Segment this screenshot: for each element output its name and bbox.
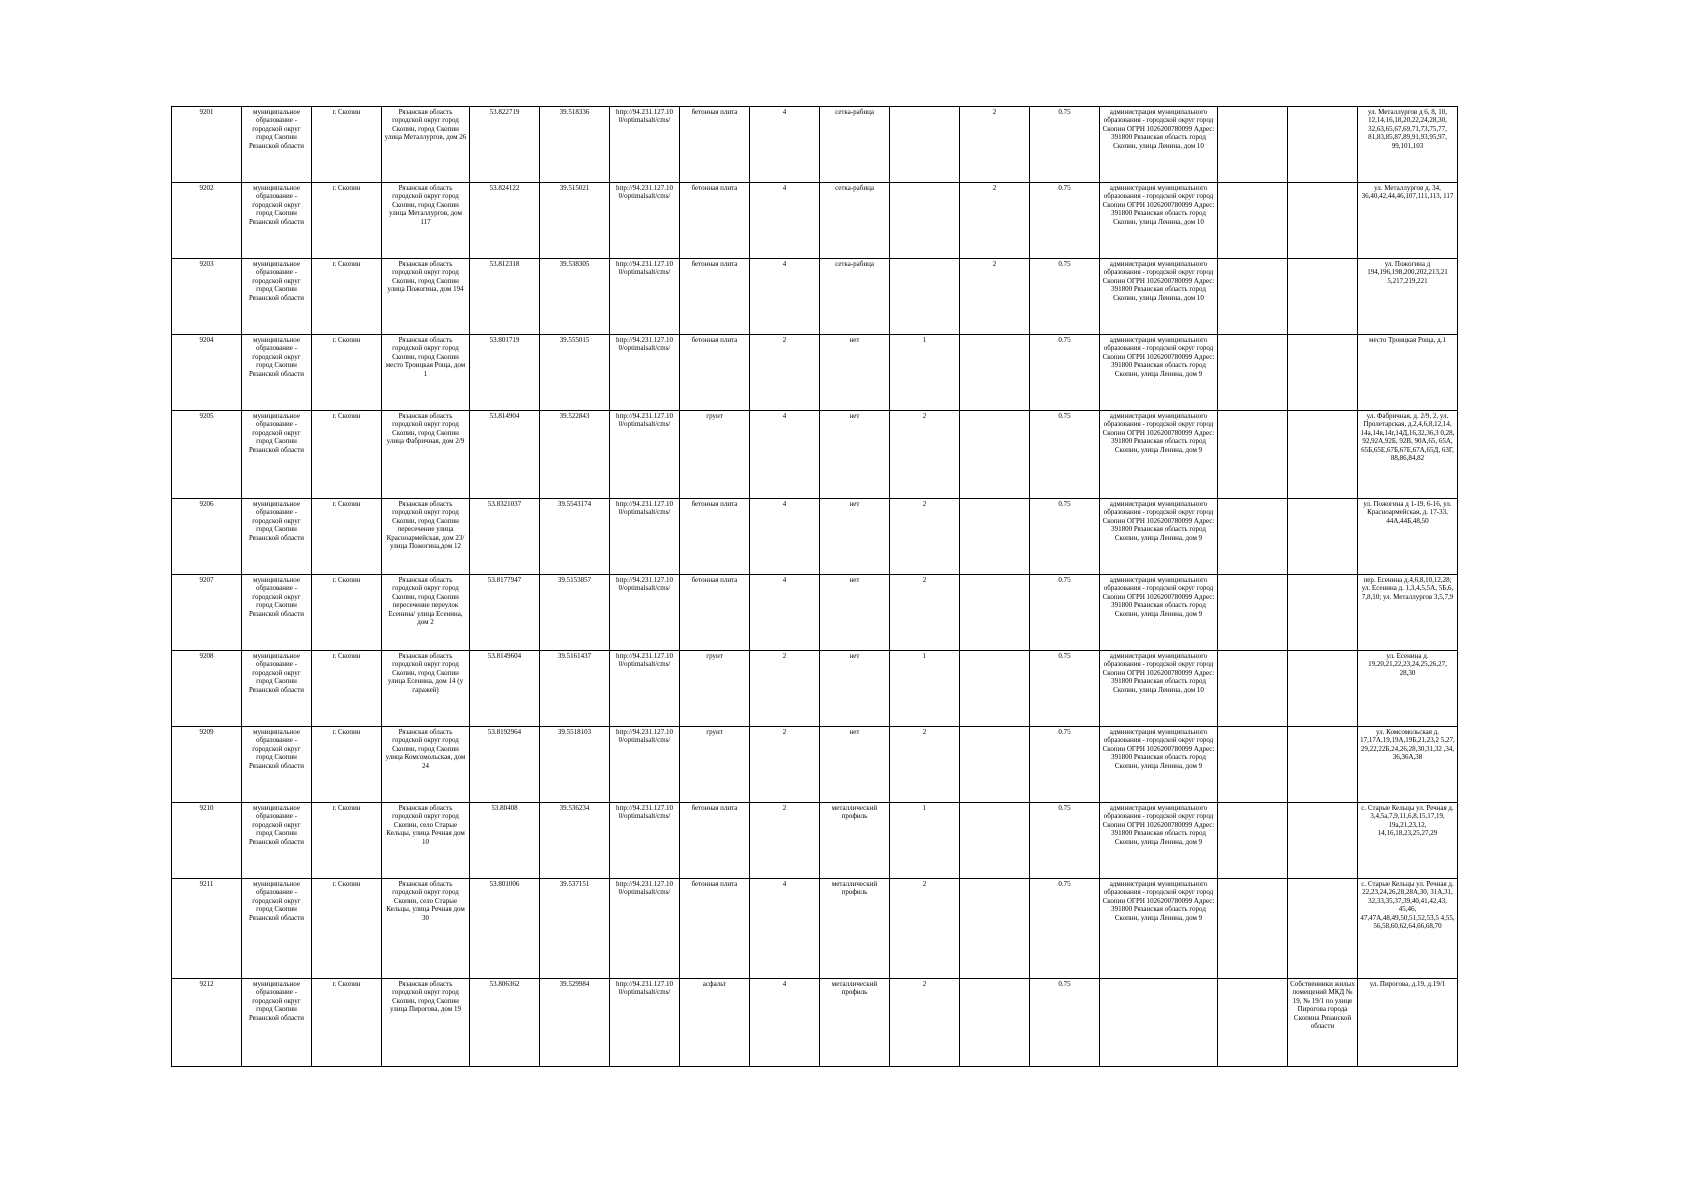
table-cell: Собственники жилых помещений МКД № 19, № 19/1 по улице Пирогова города Скопина Рязанской области [1288,979,1358,1067]
table-cell: Рязанская область городской округ город Скопин, село Старые Кельцы, улица Речная дом 30 [382,879,470,979]
table-cell [890,259,960,335]
table-cell: 39.529984 [540,979,610,1067]
table-cell [960,499,1030,575]
table-cell [1288,879,1358,979]
table-cell: бетонная плита [680,879,750,979]
table-cell: 2 [750,727,820,803]
table-cell: г. Скопин [312,803,382,879]
table-cell: 2 [890,727,960,803]
table-cell [1288,499,1358,575]
table-cell: металлический профиль [820,979,890,1067]
table-cell [1218,183,1288,259]
table-cell: 39.515021 [540,183,610,259]
table-cell: 9212 [172,979,242,1067]
table-cell [1288,107,1358,183]
table-cell: Рязанская область городской округ город Скопин, город Скопин улица Металлургов, дом 117 [382,183,470,259]
table-cell: администрация муниципального образования - городской округ город Скопин ОГРН 1026200780099 Адрес: 391800 Рязанская область город Скопин, улица Ленина, дом 9 [1100,727,1218,803]
table-cell: 0.75 [1030,979,1100,1067]
container-site-registry-table [171,106,1458,1067]
table-cell: 2 [890,979,960,1067]
table-cell: 53.80408 [470,803,540,879]
table-cell: http://94.231.127.10 0/optimalsalt/cms/ [610,107,680,183]
table-cell: 2 [890,499,960,575]
table-cell: Рязанская область городской округ город Скопин, город Скопин место Троицкая Роща, дом 1 [382,335,470,411]
table-cell: 39.5518103 [540,727,610,803]
table-cell: 2 [890,575,960,651]
table-cell [960,979,1030,1067]
table-cell: 39.555015 [540,335,610,411]
table-cell: 9205 [172,411,242,499]
table-cell: ул. Фабричная, д. 2/9, 2, ул. Пролетарская, д.2,4,6,8,12,14, 14а,14в,14г,14Д,16,32,36,3 0,28, 92,92А,92Б, 92В, 90А,65, 65А, 65Б,65Е,67Б,67Е,67А,65Д, 63Г, 88,86,84,82 [1358,411,1458,499]
table-cell: 1 [890,803,960,879]
table-cell: 0.75 [1030,259,1100,335]
table-cell: администрация муниципального образования - городской округ город Скопин ОГРН 1026200780099 Адрес: 391800 Рязанская область город Скопин, улица Ленина, дом 10 [1100,183,1218,259]
table-row [172,499,1458,575]
table-cell: 53.822719 [470,107,540,183]
table-cell: 9201 [172,107,242,183]
table-cell: металлический профиль [820,879,890,979]
table-cell: грунт [680,411,750,499]
table-cell: ул. Пирогова, д.19, д.19/1 [1358,979,1458,1067]
table-cell: бетонная плита [680,575,750,651]
table-cell: с. Старые Кельцы ул. Речная д. 22,23,24,26,28,28А,30, 31А,31, 32,33,35,37,39,40,41,42,43, 45,46, 47,47А,48,49,50,51,52,53,5 4,55, 56,58,60,62,64,66,68,70 [1358,879,1458,979]
table-cell [960,411,1030,499]
table-cell: 53.801719 [470,335,540,411]
table-cell: г. Скопин [312,575,382,651]
table-cell: Рязанская область городской округ город Скопин, город Скопин улица Комсомольская, дом 24 [382,727,470,803]
table-cell: сетка-рабица [820,107,890,183]
table-cell: бетонная плита [680,335,750,411]
table-cell: 0.75 [1030,879,1100,979]
table-cell: 9206 [172,499,242,575]
table-cell: ул. Металлургов д 6, 8, 10, 12,14,16,18,20,22,24,28,30, 32,63,65,67,69,71,73,75,77, 81,83,85,87,89,91,93,95,97, 99,101,103 [1358,107,1458,183]
table-cell: администрация муниципального образования - городской округ город Скопин ОГРН 1026200780099 Адрес: 391800 Рязанская область город Скопин, улица Ленина, дом 9 [1100,335,1218,411]
table-cell: муниципальное образование - городской округ город Скопин Рязанской области [242,499,312,575]
table-cell: 9204 [172,335,242,411]
table-cell: г. Скопин [312,651,382,727]
table-cell: 53.812318 [470,259,540,335]
table-cell: 1 [890,335,960,411]
table-cell: 0.75 [1030,411,1100,499]
table-cell [890,107,960,183]
table-cell [1288,411,1358,499]
table-row [172,107,1458,183]
table-cell [960,879,1030,979]
table-cell: г. Скопин [312,183,382,259]
table-cell: 53.8321037 [470,499,540,575]
table-cell: 2 [960,107,1030,183]
table-cell [1218,979,1288,1067]
table-cell: 2 [890,411,960,499]
table-cell: 9210 [172,803,242,879]
table-cell: http://94.231.127.10 0/optimalsalt/cms/ [610,803,680,879]
table-cell: бетонная плита [680,107,750,183]
table-cell: ул. Есенина д. 19,20,21,22,23,24,25,26,27, 28,30 [1358,651,1458,727]
table-cell: 39.536234 [540,803,610,879]
table-cell: нет [820,411,890,499]
table-cell: 39.522843 [540,411,610,499]
table-cell: сетка-рабица [820,183,890,259]
table-cell: нет [820,499,890,575]
table-cell [1288,727,1358,803]
table-cell [960,575,1030,651]
table-cell: бетонная плита [680,499,750,575]
table-cell: сетка-рабица [820,259,890,335]
table-cell: Рязанская область городской округ город Скопин, город Скопин улица Фабричная, дом 2/9 [382,411,470,499]
table-cell [890,183,960,259]
table-cell: 2 [960,259,1030,335]
table-cell: нет [820,727,890,803]
table-cell: http://94.231.127.10 0/optimalsalt/cms/ [610,879,680,979]
table-cell: 9202 [172,183,242,259]
table-cell: нет [820,575,890,651]
table-cell: ул. Пожогина д 1-19, 6-16, ул. Красноармейская, д. 17-33, 44А,44Б,48,50 [1358,499,1458,575]
table-cell: муниципальное образование - городской округ город Скопин Рязанской области [242,411,312,499]
table-cell: 39.5161437 [540,651,610,727]
table-cell [1218,335,1288,411]
table-cell [1288,803,1358,879]
table-cell: 9211 [172,879,242,979]
table-cell: 4 [750,879,820,979]
table-cell: 0.75 [1030,575,1100,651]
table-cell: 0.75 [1030,499,1100,575]
table-cell: 53.8177947 [470,575,540,651]
table-cell: Рязанская область городской округ город Скопин, город Скопин улица Металлургов, дом 26 [382,107,470,183]
table-cell [1218,803,1288,879]
table-cell: пер. Есенина д.4,6,8,10,12,28; ул. Есенина д. 1,3,4,5,5А, 5Б,6, 7,8,10; ул. Металлургов 3,5,7,9 [1358,575,1458,651]
table-cell: Рязанская область городской округ город Скопин, город Скопин улица Пожогина, дом 194 [382,259,470,335]
table-cell: Рязанская область городской округ город Скопин, село Старые Кельцы, улица Речная дом 10 [382,803,470,879]
table-cell [1218,499,1288,575]
table-cell: Рязанская область городской округ город Скопин, город Скопин улица Пирогова, дом 19 [382,979,470,1067]
table-cell: 53.801006 [470,879,540,979]
table-cell [960,727,1030,803]
table-cell: муниципальное образование - городской округ город Скопин Рязанской области [242,727,312,803]
table-cell: муниципальное образование - городской округ город Скопин Рязанской области [242,575,312,651]
table-row [172,259,1458,335]
table-cell: Рязанская область городской округ город Скопин, город Скопин улица Есенина, дом 14 (у гаражей) [382,651,470,727]
table-cell: 4 [750,575,820,651]
table-cell: г. Скопин [312,499,382,575]
table-cell: г. Скопин [312,727,382,803]
table-cell: http://94.231.127.10 0/optimalsalt/cms/ [610,651,680,727]
table-cell [960,651,1030,727]
table-cell: муниципальное образование - городской округ город Скопин Рязанской области [242,183,312,259]
table-row [172,879,1458,979]
table-cell [1288,651,1358,727]
table-cell [960,803,1030,879]
table-cell: администрация муниципального образования - городской округ город Скопин ОГРН 1026200780099 Адрес: 391800 Рязанская область город Скопин, улица Ленина, дом 10 [1100,107,1218,183]
table-cell: http://94.231.127.10 0/optimalsalt/cms/ [610,575,680,651]
table-cell: администрация муниципального образования - городской округ город Скопин ОГРН 1026200780099 Адрес: 391800 Рязанская область город Скопин, улица Ленина, дом 10 [1100,651,1218,727]
table-cell: 2 [750,335,820,411]
table-cell: бетонная плита [680,183,750,259]
table-cell: нет [820,651,890,727]
table-cell [1218,651,1288,727]
table-cell: 53.806362 [470,979,540,1067]
registry-sheet [171,106,1457,1067]
table-cell: ул. Пожогина д 194,196,198,200,202,213,21 5,217,219,221 [1358,259,1458,335]
table-cell [1100,979,1218,1067]
table-cell: грунт [680,727,750,803]
table-cell: http://94.231.127.10 0/optimalsalt/cms/ [610,335,680,411]
table-cell: администрация муниципального образования - городской округ город Скопин ОГРН 1026200780099 Адрес: 391800 Рязанская область город Скопин, улица Ленина, дом 9 [1100,575,1218,651]
table-cell: 4 [750,183,820,259]
table-cell: администрация муниципального образования - городской округ город Скопин ОГРН 1026200780099 Адрес: 391800 Рязанская область город Скопин, улица Ленина, дом 9 [1100,499,1218,575]
table-cell: муниципальное образование - городской округ город Скопин Рязанской области [242,259,312,335]
table-row [172,335,1458,411]
table-cell: 39.537151 [540,879,610,979]
table-cell: 39.518336 [540,107,610,183]
table-cell: Рязанская область городской округ город Скопин, город Скопин пересечение улица Красноармейская, дом 23/улица Пожогина,дом 12 [382,499,470,575]
table-cell: с. Старые Кельцы ул. Речная д. 3,4,5а,7,9,11,6,8,15,17,19, 19а,21,23,12, 14,16,18,23,25,27,29 [1358,803,1458,879]
table-cell: http://94.231.127.10 0/optimalsalt/cms/ [610,411,680,499]
table-cell [1288,183,1358,259]
table-row [172,651,1458,727]
table-cell: 39.538305 [540,259,610,335]
table-cell: место Троицкая Роща, д.1 [1358,335,1458,411]
table-cell: http://94.231.127.10 0/optimalsalt/cms/ [610,979,680,1067]
table-cell: 9209 [172,727,242,803]
table-cell: муниципальное образование - городской округ город Скопин Рязанской области [242,651,312,727]
table-cell [1218,259,1288,335]
table-cell [960,335,1030,411]
table-cell: 9207 [172,575,242,651]
table-cell: 53.8149604 [470,651,540,727]
table-cell: г. Скопин [312,879,382,979]
table-cell: http://94.231.127.10 0/optimalsalt/cms/ [610,183,680,259]
table-cell: 0.75 [1030,183,1100,259]
table-row [172,803,1458,879]
table-cell: 1 [890,651,960,727]
table-cell: 9203 [172,259,242,335]
table-cell: 0.75 [1030,651,1100,727]
table-cell: г. Скопин [312,411,382,499]
table-cell: 0.75 [1030,335,1100,411]
table-cell: 0.75 [1030,727,1100,803]
table-row [172,979,1458,1067]
table-cell: 53.8192964 [470,727,540,803]
table-cell: муниципальное образование - городской округ город Скопин Рязанской области [242,979,312,1067]
table-cell: http://94.231.127.10 0/optimalsalt/cms/ [610,499,680,575]
table-cell: г. Скопин [312,335,382,411]
table-cell: администрация муниципального образования - городской округ город Скопин ОГРН 1026200780099 Адрес: 391800 Рязанская область город Скопин, улица Ленина, дом 9 [1100,879,1218,979]
table-cell: http://94.231.127.10 0/optimalsalt/cms/ [610,727,680,803]
table-cell: металлический профиль [820,803,890,879]
table-cell: ул. Комсомольская д. 17,17А,19,19А,19Б,21,23,2 5,27, 29,22,22Б,24,26,28,30,31,32 ,34, 36,36А,38 [1358,727,1458,803]
table-cell: 2 [960,183,1030,259]
table-cell: 4 [750,979,820,1067]
table-row [172,183,1458,259]
table-cell: Рязанская область городской округ город Скопин, город Скопин пересечение переулок Есенина/ улица Есенина, дом 2 [382,575,470,651]
table-cell: бетонная плита [680,803,750,879]
table-cell: муниципальное образование - городской округ город Скопин Рязанской области [242,803,312,879]
table-cell: 39.5543174 [540,499,610,575]
table-cell: грунт [680,651,750,727]
table-cell: 9208 [172,651,242,727]
table-cell: муниципальное образование - городской округ город Скопин Рязанской области [242,335,312,411]
table-cell [1218,727,1288,803]
table-cell: 4 [750,411,820,499]
table-cell: 4 [750,259,820,335]
table-cell: ул. Металлургов д. 34, 36,40,42,44,46,107,111,113, 117 [1358,183,1458,259]
table-cell [1288,575,1358,651]
table-cell: муниципальное образование - городской округ город Скопин Рязанской области [242,879,312,979]
table-cell [1218,575,1288,651]
table-cell [1218,411,1288,499]
table-cell: бетонная плита [680,259,750,335]
table-cell: 4 [750,107,820,183]
table-cell: 2 [890,879,960,979]
table-cell: 53.814904 [470,411,540,499]
table-cell: 39.5153857 [540,575,610,651]
table-cell: г. Скопин [312,259,382,335]
table-cell [1218,107,1288,183]
table-cell: г. Скопин [312,979,382,1067]
table-cell [1288,335,1358,411]
table-cell: муниципальное образование - городской округ город Скопин Рязанской области [242,107,312,183]
table-row [172,411,1458,499]
table-cell: 53.824122 [470,183,540,259]
table-cell: http://94.231.127.10 0/optimalsalt/cms/ [610,259,680,335]
table-cell: 2 [750,803,820,879]
table-cell: 0.75 [1030,803,1100,879]
table-cell: нет [820,335,890,411]
table-cell: администрация муниципального образования - городской округ город Скопин ОГРН 1026200780099 Адрес: 391800 Рязанская область город Скопин, улица Ленина, дом 10 [1100,259,1218,335]
table-row [172,575,1458,651]
table-cell: 4 [750,499,820,575]
table-cell [1218,879,1288,979]
table-cell: асфальт [680,979,750,1067]
table-cell: 0.75 [1030,107,1100,183]
table-cell: администрация муниципального образования - городской округ город Скопин ОГРН 1026200780099 Адрес: 391800 Рязанская область город Скопин, улица Ленина, дом 9 [1100,803,1218,879]
table-cell: г. Скопин [312,107,382,183]
table-cell: 2 [750,651,820,727]
table-cell: администрация муниципального образования - городской округ город Скопин ОГРН 1026200780099 Адрес: 391800 Рязанская область город Скопин, улица Ленина, дом 9 [1100,411,1218,499]
table-row [172,727,1458,803]
table-cell [1288,259,1358,335]
